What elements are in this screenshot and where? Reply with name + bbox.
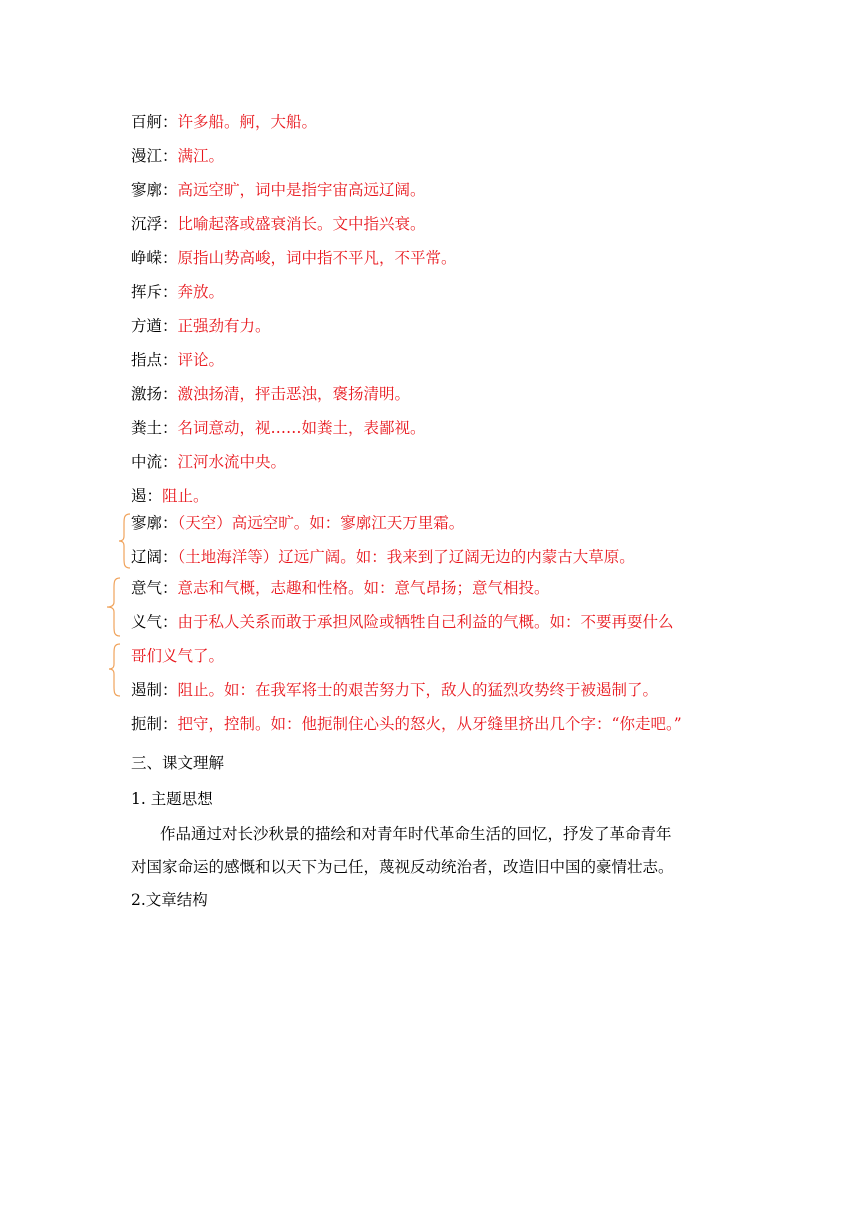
comparison-term: 义气： (131, 613, 178, 631)
vocab-term: 粪土： (131, 419, 178, 437)
comparison-definition: 由于私人关系而敢于承担风险或牺牲自己利益的气概。如：不要再耍什么 (177, 613, 674, 631)
vocab-definition: 原指山势高峻，词中指不平凡，不平常。 (177, 249, 457, 267)
vocab-item (131, 112, 317, 132)
paragraph-line: 对国家命运的感慨和以天下为己任，蔑视反动统治者，改造旧中国的豪情壮志。 (131, 858, 674, 876)
vocab-item (131, 248, 457, 268)
vocab-term: 峥嵘： (131, 249, 178, 267)
vocab-item (131, 146, 224, 166)
vocab-item (131, 282, 224, 302)
comparison-term: 意气： (131, 579, 178, 597)
vocab-item (131, 384, 410, 404)
comparison-definition-continued: 哥们义气了。 (131, 647, 225, 665)
vocab-item (131, 350, 224, 370)
section-heading: 三、课文理解 (131, 754, 225, 772)
comparison-term: 遏制： (131, 681, 178, 699)
paragraph-line: 作品通过对长沙秋景的描绘和对青年时代革命生活的回忆，抒发了革命青年 (160, 825, 672, 843)
comparison-term: 寥廓： (131, 514, 178, 532)
comparison-term: 辽阔： (131, 548, 178, 566)
comparison-term: 扼制： (131, 715, 178, 733)
vocab-term: 漫江： (131, 147, 178, 165)
vocab-item (131, 316, 271, 336)
vocab-definition: 名词意动，视……如粪土，表鄙视。 (177, 419, 426, 437)
vocab-item (131, 180, 426, 200)
vocab-term: 挥斥： (131, 283, 178, 301)
brace-icon (118, 512, 132, 570)
vocab-definition: 高远空旷，词中是指宇宙高远辽阔。 (177, 181, 426, 199)
comparison-item (131, 578, 550, 598)
comparison-definition: 把守，控制。如：他扼制住心头的怒火，从牙缝里挤出几个字：“你走吧。” (177, 715, 682, 733)
comparison-item (131, 680, 658, 700)
comparison-item (131, 612, 674, 632)
vocab-item (131, 214, 426, 234)
subsection-heading: 2.文章结构 (131, 891, 208, 909)
vocab-definition: 许多船。舸，大船。 (177, 113, 318, 131)
vocab-definition: 阻止。 (162, 487, 209, 505)
vocab-term: 激扬： (131, 385, 178, 403)
vocab-definition: 评论。 (177, 351, 225, 369)
subsection-heading: 1. 主题思想 (131, 790, 213, 808)
comparison-definition: （天空）高远空旷。如：寥廓江天万里霜。 (177, 514, 465, 532)
vocab-definition: 激浊扬清，抨击恶浊，褒扬清明。 (177, 385, 411, 403)
vocab-term: 寥廓： (131, 181, 178, 199)
comparison-definition: 阻止。如：在我军将士的艰苦努力下，敌人的猛烈攻势终于被遏制了。 (177, 681, 659, 699)
vocab-item (131, 486, 209, 506)
vocab-definition: 正强劲有力。 (177, 317, 271, 335)
brace-icon (108, 642, 122, 698)
vocab-definition: 奔放。 (177, 283, 225, 301)
comparison-item (131, 513, 464, 533)
comparison-definition: 意志和气概，志趣和性格。如：意气昂扬；意气相投。 (177, 579, 550, 597)
vocab-item (131, 418, 426, 438)
comparison-definition: （土地海洋等）辽远广阔。如：我来到了辽阔无边的内蒙古大草原。 (177, 548, 635, 566)
comparison-item (131, 714, 682, 734)
vocab-definition: 比喻起落或盛衰消长。文中指兴衰。 (177, 215, 426, 233)
brace-icon (106, 576, 122, 638)
comparison-item (131, 547, 635, 567)
vocab-term: 指点： (131, 351, 178, 369)
vocab-term: 方遒： (131, 317, 178, 335)
vocab-term: 中流： (131, 453, 178, 471)
vocab-term: 百舸： (131, 113, 178, 131)
vocab-definition: 满江。 (177, 147, 225, 165)
vocab-term: 沉浮： (131, 215, 178, 233)
vocab-term: 遏： (131, 487, 163, 505)
vocab-definition: 江河水流中央。 (177, 453, 287, 471)
vocab-item (131, 452, 286, 472)
